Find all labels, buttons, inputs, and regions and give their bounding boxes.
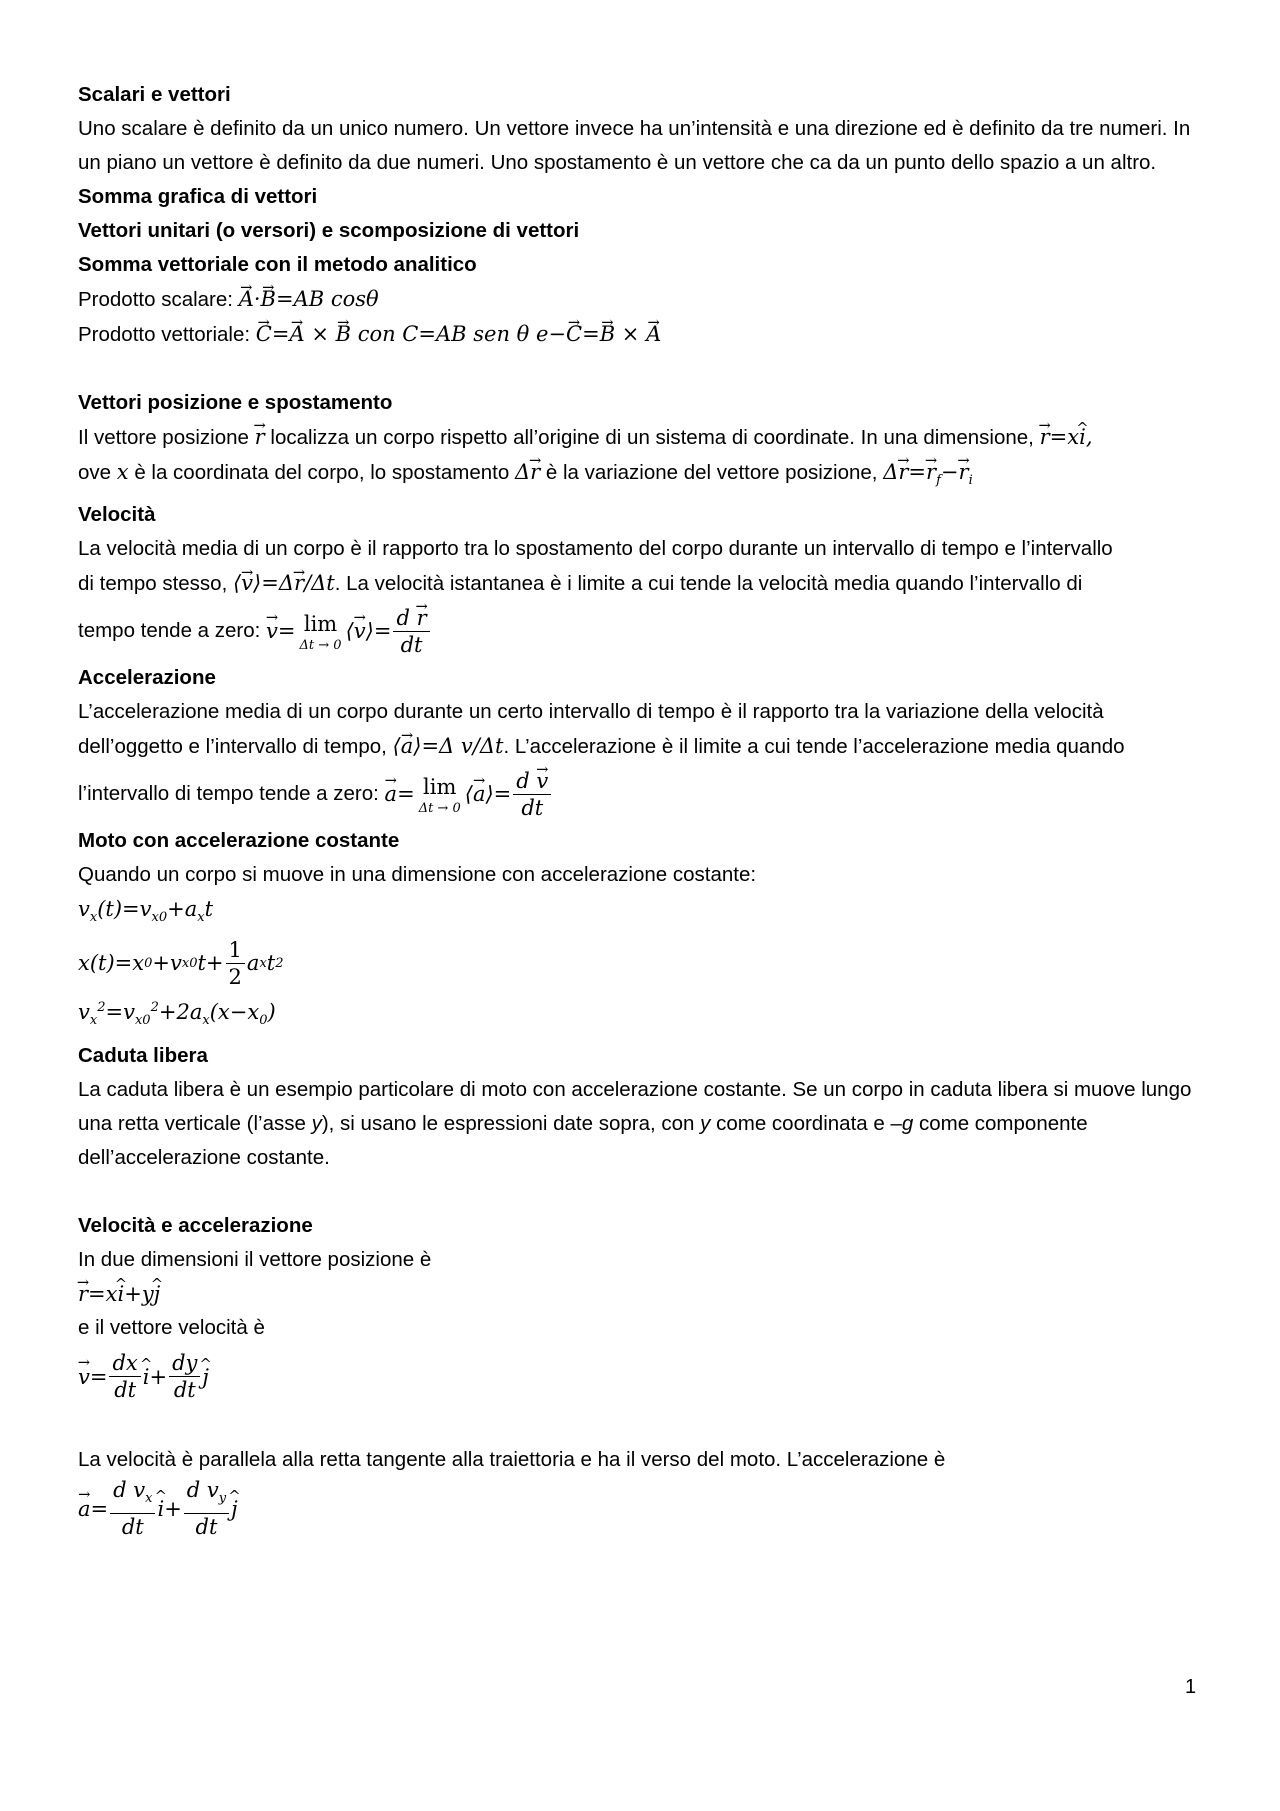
formula-accelerazione-istantanea: → a = lim Δt → 0 ⟨ → a ⟩= $\frac{d \to v}{dt}$ — [385, 768, 554, 821]
text-posizione-2b: è la coordinata del corpo, lo spostamento — [134, 461, 510, 484]
text-caduta-y2: y — [700, 1111, 711, 1135]
text-accelerazione-3: l’intervallo di tempo tende a zero: — [78, 782, 379, 806]
heading-metodo-analitico: Somma vettoriale con il metodo analitico — [78, 253, 477, 276]
page-number: 1 — [1185, 1676, 1197, 1698]
line-prodotto-scalare — [78, 282, 1208, 317]
formula-velocita-2d: → v = $\frac{dx}{dt}$ ^ i + $\frac{dy}{dt}$ ^ j — [78, 1345, 1208, 1409]
line-accelerazione-2 — [78, 729, 1208, 764]
heading-caduta-libera: Caduta libera — [78, 1043, 208, 1067]
text-accelerazione-2a: dell’oggetto e l’intervallo di tempo, — [78, 735, 387, 759]
formula-accelerazione-media: ⟨→ a⟩=Δ v/Δt — [393, 734, 504, 758]
formula-velocita-media: ⟨→ v⟩=Δ→ r/Δt — [233, 571, 335, 595]
text-accelerazione-1: L’accelerazione media di un corpo durante un certo intervallo di tempo è il rapporto tra la variazione della velocità — [78, 700, 1104, 724]
symbol-delta-r: Δ→ r — [515, 460, 540, 484]
heading-somma-grafica: Somma grafica di vettori — [78, 185, 318, 208]
spacer — [78, 352, 1208, 386]
text-caduta-d: come componente dell’accelerazione costante. — [78, 1111, 1088, 1169]
heading-velocita-accelerazione: Velocità e accelerazione — [78, 1213, 313, 1237]
line-velocita-3 — [78, 601, 1208, 661]
formula-velocita-quadrato: $v_x^2=v_{x0}^2+2a_x(x-x_0)$ — [78, 1000, 276, 1029]
line-velocita-2 — [78, 566, 1208, 601]
formula-posizione-2d: → r=x^ i+y^ j — [78, 1277, 1208, 1311]
text-moto-intro: Quando un corpo si muove in una dimensione con accelerazione costante: — [78, 863, 757, 887]
text-velocita-3: tempo tende a zero: — [78, 619, 261, 643]
text-vel-acc-3: La velocità è parallela alla retta tangente alla traiettoria e ha il verso del moto. L’accelerazione è — [78, 1447, 946, 1471]
heading-versori: Vettori unitari (o versori) e scomposizione di vettori — [78, 219, 580, 242]
formula-velocita-tempo: $v_x(t)=v_{x0}+a_xt$ — [78, 897, 214, 926]
line-posizione-1 — [78, 420, 1208, 455]
text-vel-acc-2: e il vettore velocità è — [78, 1315, 265, 1339]
formula-velocita-istantanea: → v = lim Δt → 0 ⟨ → v ⟩= $\frac{d \to r}{dt}$ — [266, 605, 432, 658]
text-caduta-g: g — [901, 1111, 914, 1135]
text-caduta-y1: y — [311, 1111, 322, 1135]
paragraph-scalari: Uno scalare è definito da un unico numero. Un vettore invece ha un’intensità e una direzione ed è definito da tre numeri. In un piano un vettore è definito da due numeri. Uno spostamento è un vettore che ca da un punto dello spazio a un altro. — [78, 117, 1191, 174]
symbol-r-vector: → r — [255, 425, 265, 449]
formula-prodotto-scalare: → A·→ B=AB cosθ — [239, 287, 379, 311]
spacer — [78, 1175, 1208, 1209]
text-posizione-2c: è la variazione del vettore posizione, — [545, 461, 878, 484]
heading-moto-accelerazione-costante: Moto con accelerazione costante — [78, 829, 400, 853]
heading-velocita: Velocità — [78, 503, 156, 527]
formula-accelerazione-2d: → a = $\frac{d v_x}{dt}$ ^ i + $\frac{d v_y}{dt}$ ^ j — [78, 1477, 1208, 1541]
text-posizione-2a: ove — [78, 461, 112, 484]
text-velocita-2b: . La velocità istantanea è i limite a cui tende la velocità media quando l’intervallo di — [334, 572, 1083, 596]
paragraph-caduta-libera — [78, 1073, 1208, 1175]
heading-scalari-vettori: Scalari e vettori — [78, 83, 231, 106]
label-prodotto-vettoriale: Prodotto vettoriale: — [78, 323, 251, 346]
text-posizione-1b: localizza un corpo rispetto all’origine di un sistema di coordinate. In una dimensione, — [270, 426, 1034, 449]
line-posizione-2 — [78, 455, 1208, 498]
spacer — [78, 1409, 1208, 1443]
text-vel-acc-1: In due dimensioni il vettore posizione è — [78, 1247, 432, 1271]
page-content — [78, 78, 1208, 1541]
heading-accelerazione: Accelerazione — [78, 666, 216, 690]
text-velocita-1: La velocità media di un corpo è il rapporto tra lo spostamento del corpo durante un intervallo di tempo e l’intervallo — [78, 537, 1113, 561]
text-velocita-2a: di tempo stesso, — [78, 572, 228, 596]
text-caduta-c: come coordinata e – — [710, 1111, 902, 1135]
text-posizione-1a: Il vettore posizione — [78, 426, 249, 449]
line-accelerazione-3 — [78, 764, 1208, 824]
text-caduta-a: La caduta libera è un esempio particolare di moto con accelerazione costante. Se un corpo in caduta libera si muove lungo una retta verticale (l’asse — [78, 1077, 1192, 1135]
text-caduta-b: ), si usano le espressioni date sopra, con — [321, 1111, 701, 1135]
formula-delta-r: $\Delta\to r=\to r_f-\to r_i$ — [883, 460, 973, 484]
line-prodotto-vettoriale — [78, 317, 1208, 352]
symbol-x: x — [116, 460, 129, 484]
formula-r-xi: → r=x^ i, — [1040, 425, 1093, 449]
text-accelerazione-2b: . L’accelerazione è il limite a cui tende l’accelerazione media quando — [503, 735, 1125, 759]
formula-posizione-tempo: x(t)=x 0 +v x0 t+ $\frac{1}{2}$ a x t 2 — [78, 937, 284, 989]
heading-posizione-spostamento: Vettori posizione e spostamento — [78, 391, 393, 414]
label-prodotto-scalare: Prodotto scalare: — [78, 288, 233, 311]
formula-prodotto-vettoriale: → C=→ A × → B con C=AB sen θ e−→ C=→ B × → A — [256, 322, 661, 346]
